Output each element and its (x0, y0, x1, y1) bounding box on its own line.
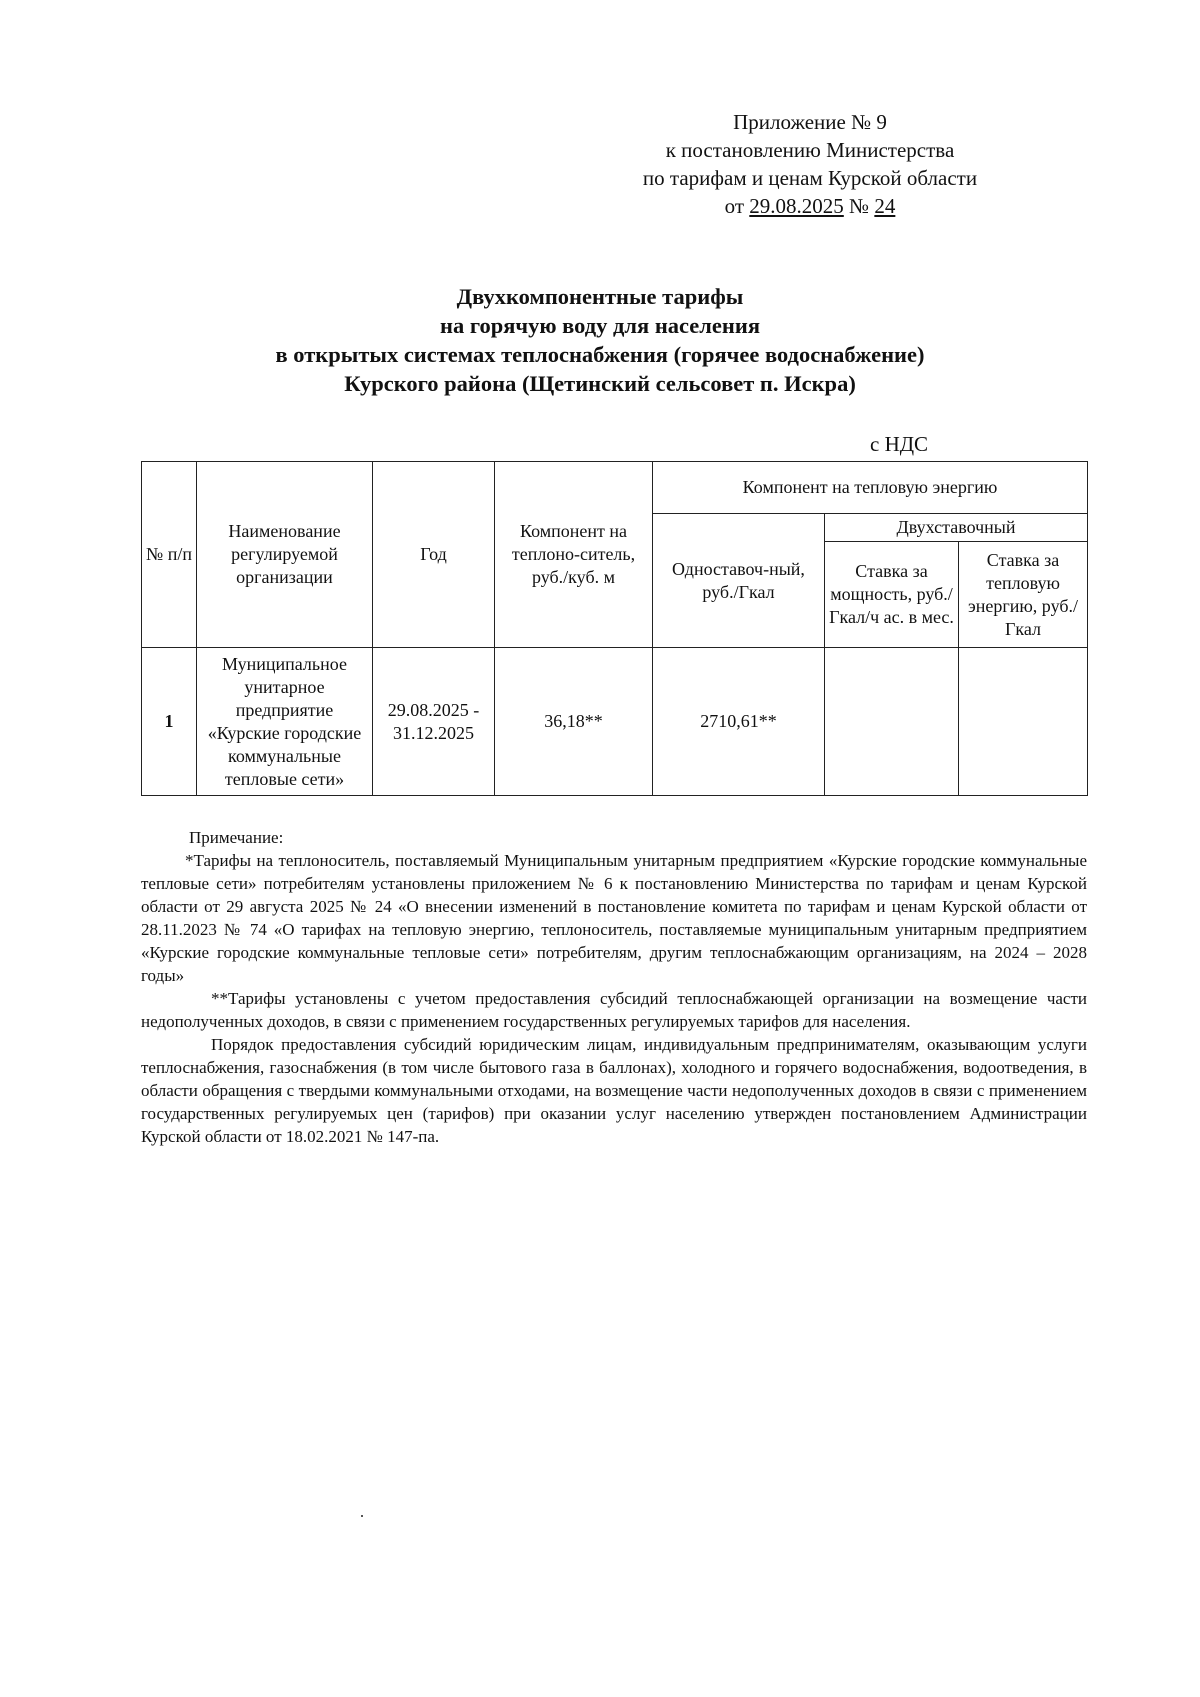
notes-heading: Примечание: (189, 828, 284, 847)
note-2: **Тарифы установлены с учетом предоставления субсидий теплоснабжающей организации на возмещение части недополученных доходов, в связи с применением государственных регулируемых тарифов для населения. (141, 989, 1087, 1031)
header-capacity-rate: Ставка за мощность, руб./Гкал/ч ас. в мес. (825, 542, 959, 648)
header-carrier: Компонент на теплоно-ситель, руб./куб. м (495, 462, 653, 648)
header-energy-rate: Ставка за тепловую энергию, руб./Гкал (959, 542, 1088, 648)
appendix-number: 24 (874, 194, 896, 218)
appendix-date-line (600, 192, 1020, 220)
appendix-number-prefix: № (843, 194, 875, 218)
cell-energy-rate (959, 648, 1088, 796)
title-line-2: на горячую воду для населения (439, 313, 761, 338)
title-line-1: Двухкомпонентные тарифы (456, 284, 744, 309)
header-heat-component: Компонент на тепловую энергию (653, 462, 1088, 514)
title-line-4: Курского района (Щетинский сельсовет п. Искра) (344, 371, 856, 396)
appendix-ministry: по тарифам и ценам Курской области (642, 166, 978, 190)
header-double-rate: Двухставочный (825, 514, 1088, 542)
appendix-resolution: к постановлению Министерства (665, 138, 955, 162)
cell-year: 29.08.2025 - 31.12.2025 (373, 648, 495, 796)
cell-num: 1 (142, 648, 197, 796)
vat-note: с НДС (870, 432, 929, 456)
scan-speck (361, 1515, 363, 1517)
cell-capacity-rate (825, 648, 959, 796)
cell-carrier: 36,18** (495, 648, 653, 796)
tariff-table (141, 461, 1088, 796)
appendix-date-prefix: от (724, 194, 750, 218)
header-org: Наименование регулируемой организации (197, 462, 373, 648)
title-line-3: в открытых системах теплоснабжения (горячее водоснабжение) (275, 342, 925, 367)
appendix-date: 29.08.2025 (749, 194, 844, 218)
table-row (142, 648, 1088, 796)
appendix-title: Приложение № 9 (733, 110, 887, 134)
note-1: *Тарифы на теплоноситель, поставляемый Муниципальным унитарным предприятием «Курские городские коммунальные тепловые сети» потребителям установлены приложением № 6 к постановлению Министерства по тарифам и ценам Курской области от 29 августа 2025 № 24 «О внесении изменений в постановление комитета по тарифам и ценам Курской области от 28.11.2023 № 74 «О тарифах на тепловую энергию, теплоноситель, поставляемые муниципальным унитарным предприятием «Курские городские коммунальные тепловые сети» потребителям, другим теплоснабжающим организациям, на 2024 – 2028 годы» (141, 851, 1087, 985)
notes-section (141, 826, 1087, 1148)
document-title (150, 282, 1050, 398)
note-3: Порядок предоставления субсидий юридическим лицам, индивидуальным предпринимателям, оказывающим услуги теплоснабжения, газоснабжения (в том числе бытового газа в баллонах), холодного и горячего водоснабжения, водоотведения, в области обращения с твердыми коммунальными отходами, на возмещение части недополученных доходов в связи с применением государственных регулируемых цен (тарифов) при оказании услуг населению утвержден постановлением Администрации Курской области от 18.02.2021 № 147-па. (141, 1035, 1087, 1146)
header-year: Год (373, 462, 495, 648)
appendix-block (600, 108, 1020, 220)
header-single-rate: Одноставоч-ный, руб./Гкал (653, 514, 825, 648)
cell-org: Муниципальное унитарное предприятие «Курские городские коммунальные тепловые сети» (197, 648, 373, 796)
cell-single-rate: 2710,61** (653, 648, 825, 796)
header-num: № п/п (142, 462, 197, 648)
